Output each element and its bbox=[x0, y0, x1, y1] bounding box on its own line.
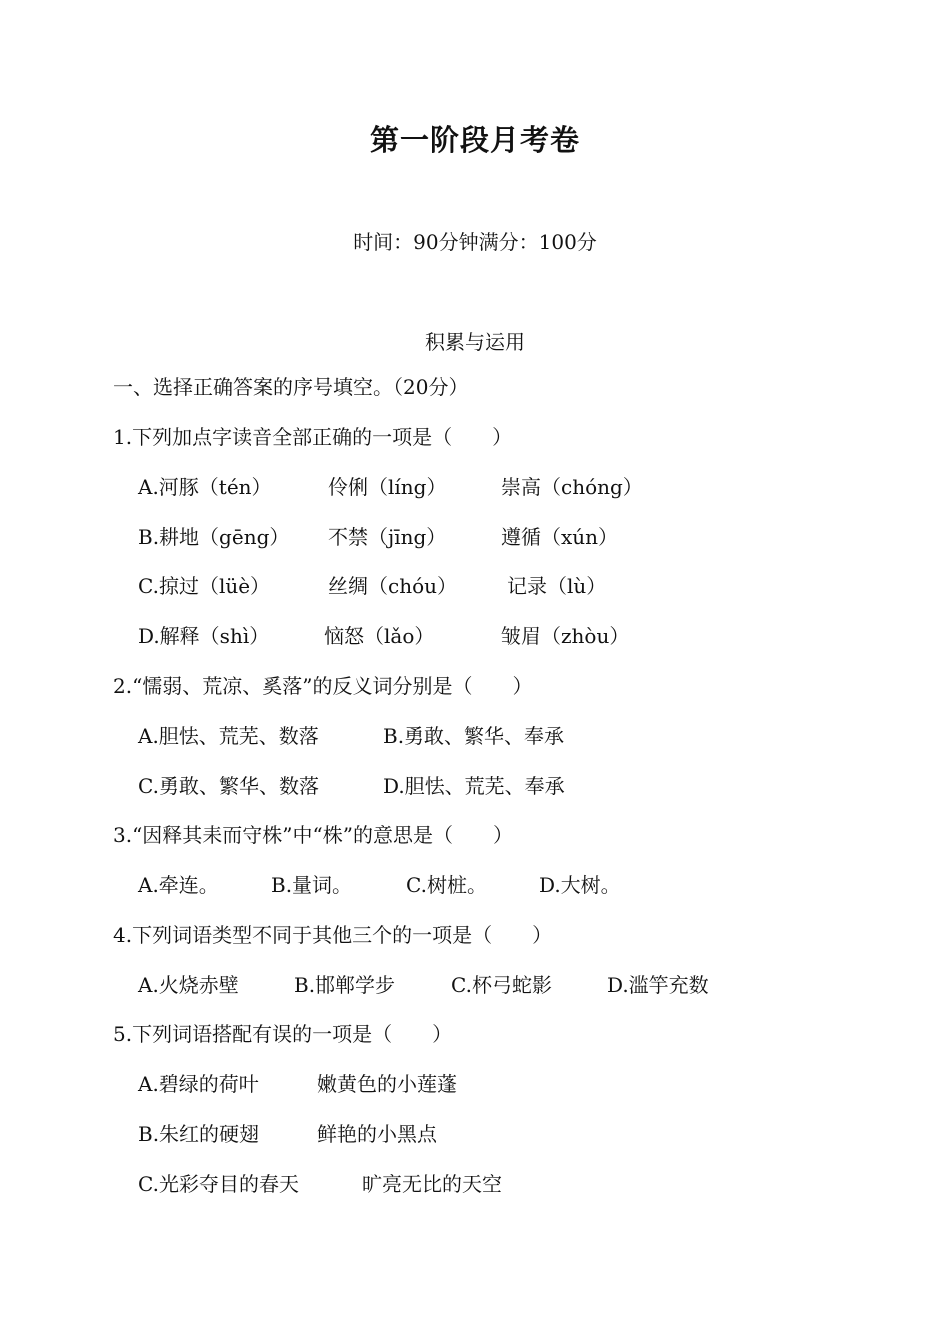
exam-meta: 时间：90分钟满分：100分 bbox=[353, 230, 597, 254]
option-text: D.滥竽充数 bbox=[607, 973, 709, 997]
option-text: 不禁（jīng） bbox=[328, 525, 447, 549]
option-text: A.火烧赤壁 bbox=[138, 973, 239, 997]
option-text: B.朱红的硬翅 bbox=[138, 1122, 260, 1146]
section-heading: 积累与运用 bbox=[425, 330, 525, 354]
option-text: A.牵连。 bbox=[138, 873, 219, 897]
option-text: 崇高（chóng） bbox=[501, 475, 643, 499]
option-text: B.量词。 bbox=[271, 873, 353, 897]
part-heading: 一、选择正确答案的序号填空。（20分） bbox=[113, 375, 469, 399]
option-text: 皱眉（zhòu） bbox=[501, 624, 630, 648]
option-text: D.胆怯、荒芜、奉承 bbox=[383, 774, 565, 798]
question-1-stem: 1.下列加点字读音全部正确的一项是（ ） bbox=[113, 425, 513, 449]
question-4-stem: 4.下列词语类型不同于其他三个的一项是（ ） bbox=[113, 923, 553, 947]
option-text: C.光彩夺目的春天 bbox=[138, 1172, 299, 1196]
option-text: 伶俐（líng） bbox=[328, 475, 447, 499]
option-text: 恼怒（lǎo） bbox=[324, 624, 435, 648]
option-text: 嫩黄色的小莲蓬 bbox=[317, 1072, 457, 1096]
option-text: C.树桩。 bbox=[406, 873, 487, 897]
option-text: A.河豚（tén） bbox=[138, 475, 272, 499]
option-text: D.大树。 bbox=[539, 873, 621, 897]
option-text: C.掠过（lüè） bbox=[138, 574, 271, 598]
question-2-stem: 2.“懦弱、荒凉、奚落”的反义词分别是（ ） bbox=[113, 674, 533, 698]
option-text: A.碧绿的荷叶 bbox=[138, 1072, 259, 1096]
question-3-stem: 3.“因释其耒而守株”中“株”的意思是（ ） bbox=[113, 823, 513, 847]
page-title: 第一阶段月考卷 bbox=[369, 123, 580, 157]
option-text: B.耕地（gēng） bbox=[138, 525, 290, 549]
option-text: 遵循（xún） bbox=[501, 525, 619, 549]
option-text: 丝绸（chóu） bbox=[328, 574, 458, 598]
question-5-stem: 5.下列词语搭配有误的一项是（ ） bbox=[113, 1022, 453, 1046]
option-text: 鲜艳的小黑点 bbox=[317, 1122, 437, 1146]
option-text: B.邯郸学步 bbox=[294, 973, 396, 997]
option-text: C.勇敢、繁华、数落 bbox=[138, 774, 319, 798]
option-text: D.解释（shì） bbox=[138, 624, 270, 648]
option-text: 记录（lù） bbox=[507, 574, 607, 598]
option-text: C.杯弓蛇影 bbox=[451, 973, 552, 997]
option-text: A.胆怯、荒芜、数落 bbox=[138, 724, 319, 748]
option-text: B.勇敢、繁华、奉承 bbox=[383, 724, 565, 748]
option-text: 旷亮无比的天空 bbox=[362, 1172, 502, 1196]
